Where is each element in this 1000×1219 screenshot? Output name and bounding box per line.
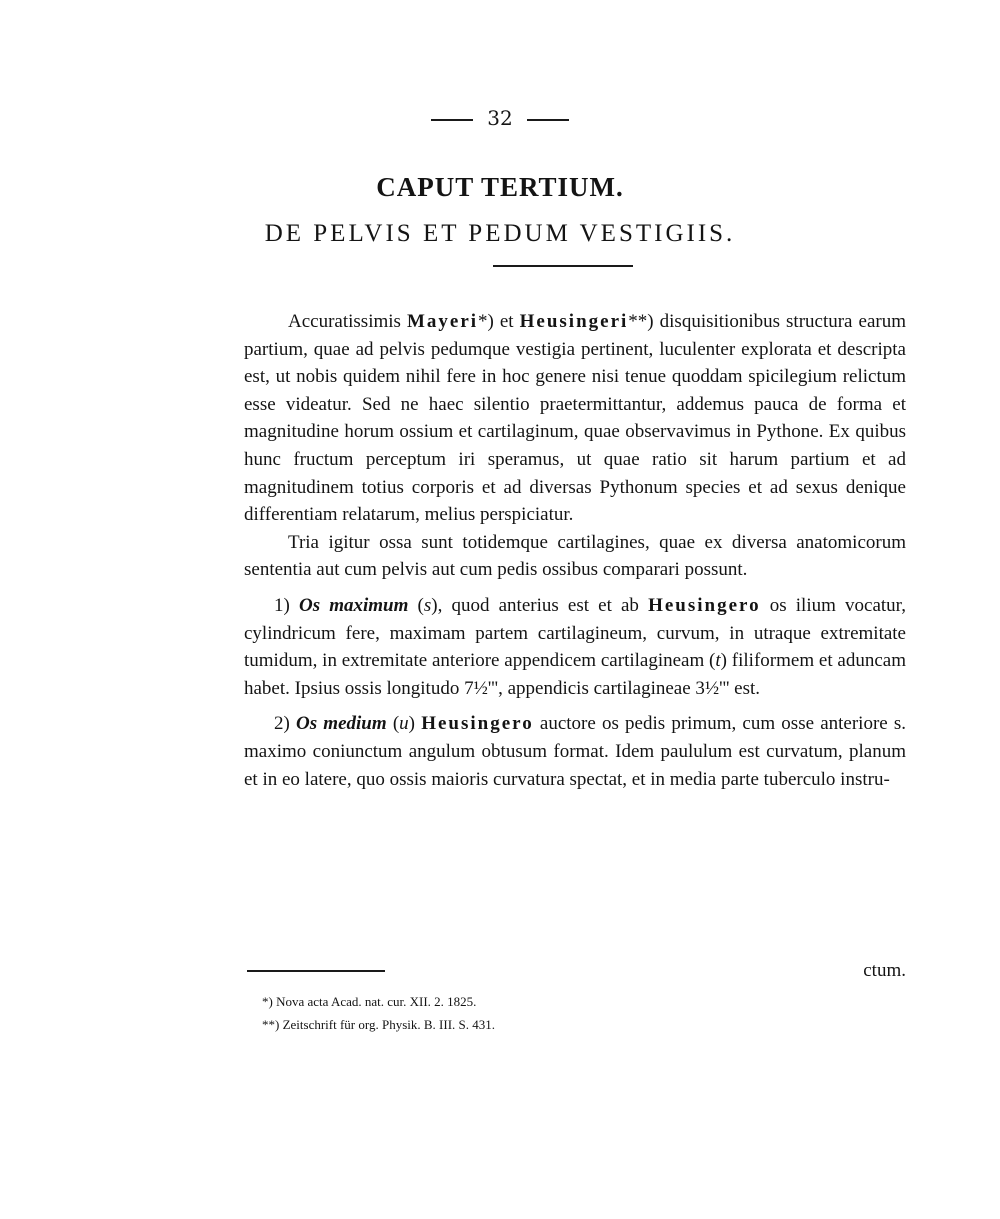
footnote-divider — [247, 970, 385, 972]
chapter-subtitle: DE PELVIS ET PEDUM VESTIGIIS. — [264, 220, 736, 247]
author-name-heusingero: Heusingero — [648, 594, 761, 616]
header-dash-left — [431, 119, 473, 121]
term-os-maximum: Os maximum — [298, 594, 409, 616]
text-span: ) filiformem et aduncam habet. Ipsius ossis longitudo 7½''', appendicis cartilagineae 3½''' est. — [244, 650, 906, 699]
author-name-heusingero: Heusingero — [421, 713, 534, 735]
paragraph-3 — [244, 592, 906, 702]
continued-word: ctum. — [863, 960, 906, 981]
paragraph-1 — [244, 308, 906, 529]
figure-letter: s — [423, 594, 432, 616]
footnote-2: **) Zeitschrift für org. Physik. B. III. S. 431. — [262, 1017, 496, 1032]
header-dash-right — [527, 119, 569, 121]
text-span: Accuratissimis — [288, 311, 407, 332]
footnote-1: *) Nova acta Acad. nat. cur. XII. 2. 1825. — [262, 994, 477, 1009]
text-span: Tria igitur ossa sunt totidemque cartilagines, quae ex diversa anatomicorum sententia aut cum pelvis aut cum pedis ossibus comparari possunt. — [244, 531, 906, 581]
item-number: 2) — [274, 713, 297, 735]
text-span: os ilium vocatur, cylindricum fere, maximam partem cartilagineum, curvum, in utraque extremitate tumidum, in extremitate anteriore appendicem cartilagineam ( — [244, 594, 906, 672]
text-span: ( — [386, 713, 400, 735]
text-span: **) disquisitionibus structura earum partium, quae ad pelvis pedumque vestigia pertinent, luculenter explorata et descripta est, ut nobis quidem nihil fere in hoc genere nisi tenue quoddam spicilegium relictum esse videatur. Sed ne haec silentio praetermittantur, addemus pauca de forma et magnitudine horum ossium et cartilaginum, quae observavimus in Pythone. Ex quibus hunc fructum perceptum iri speramus, ut quae ratio sit harum partium et ad magnitudinem totius corporis et ad diversas Pythonum species et ad sexus denique differentiam relatarum, melius perspiciatur. — [244, 311, 906, 526]
author-name-heusinger: Heusingeri — [519, 311, 629, 332]
page-header — [0, 106, 1000, 130]
item-number: 1) — [274, 594, 299, 616]
footnotes — [262, 990, 902, 1036]
author-name-mayer: Mayeri — [406, 311, 479, 332]
text-span: *) et — [478, 311, 520, 332]
page-number: 32 — [487, 106, 513, 130]
text-span: ( — [408, 594, 424, 616]
chapter-title: CAPUT TERTIUM. — [376, 172, 624, 202]
body-text — [244, 308, 906, 793]
text-span: ), quod anterius est et ab — [431, 594, 649, 616]
paragraph-4 — [244, 710, 906, 793]
text-span: ) — [408, 713, 422, 735]
title-divider — [493, 265, 633, 267]
figure-letter: t — [715, 650, 721, 672]
term-os-medium: Os medium — [296, 713, 387, 735]
paragraph-2 — [244, 529, 906, 584]
text-span: auctore os pedis primum, cum osse anteriore s. maximo coniunctum angulum obtusum format. Idem paululum est curvatum, planum et in eo latere, quo ossis maioris curvatura spectat, et in media parte tuberculo instru- — [244, 713, 907, 790]
figure-letter: u — [399, 713, 409, 735]
